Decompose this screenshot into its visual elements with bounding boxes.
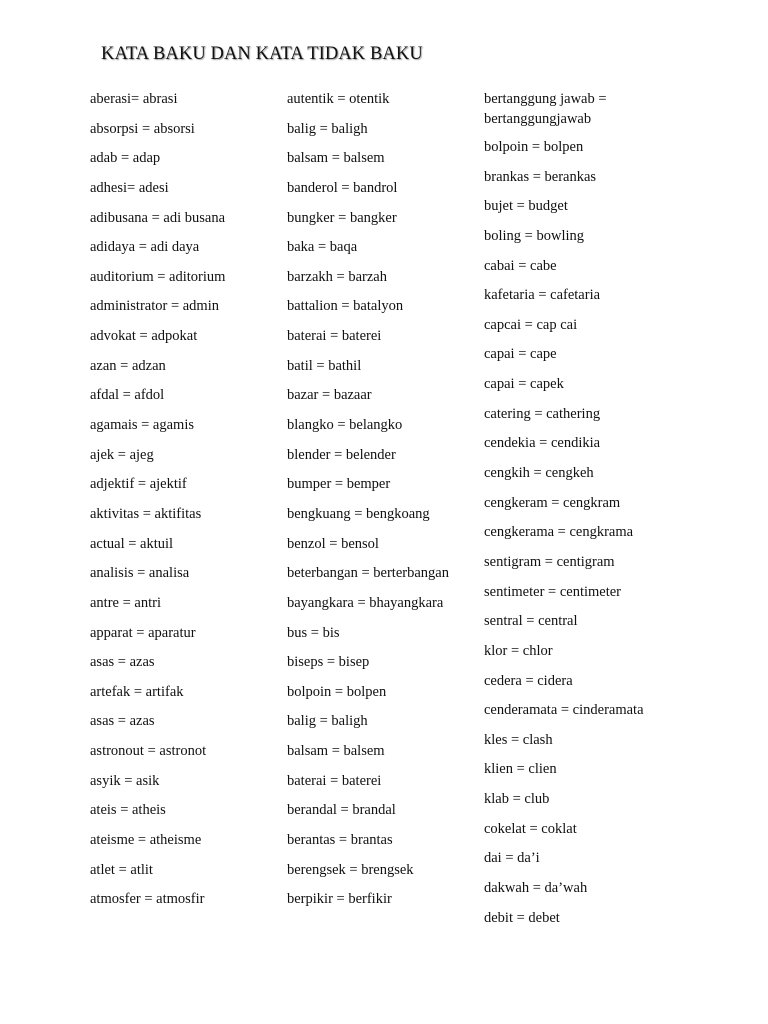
word-pair-item: biseps = bisep	[287, 654, 370, 671]
word-pair-item: capai = capek	[484, 376, 564, 393]
word-pair-item: sentimeter = centimeter	[484, 583, 622, 600]
word-pair-item: cengkerama = cengkrama	[484, 524, 634, 541]
word-pair-item: ajek = ajeg	[90, 446, 154, 463]
word-pair-item: brankas = berankas	[484, 168, 597, 185]
word-pair-item: klien = clien	[484, 761, 557, 778]
word-pair-item: adjektif = ajektif	[90, 476, 187, 493]
word-pair-item: agamais = agamis	[90, 417, 195, 434]
word-pair-item: balsam = balsem	[287, 150, 385, 167]
word-pair-item: asyik = asik	[90, 772, 160, 789]
word-pair-item: baterai = baterei	[287, 772, 382, 789]
word-column-1	[90, 90, 270, 920]
word-pair-item: aktivitas = aktifitas	[90, 505, 202, 522]
word-pair-item: catering = cathering	[484, 405, 601, 422]
word-pair-item: benzol = bensol	[287, 535, 379, 552]
word-pair-item: banderol = bandrol	[287, 179, 398, 196]
word-pair-item: adidaya = adi daya	[90, 239, 200, 256]
word-pair-item: adibusana = adi busana	[90, 209, 226, 226]
word-pair-item: bayangkara = bhayangkara	[287, 594, 444, 611]
word-pair-item: adhesi= adesi	[90, 179, 169, 196]
word-pair-item: asas = azas	[90, 654, 155, 671]
word-pair-item: barzakh = barzah	[287, 268, 387, 285]
word-column-2	[287, 90, 472, 920]
word-pair-item: asas = azas	[90, 713, 155, 730]
word-pair-item: afdal = afdol	[90, 387, 165, 404]
word-pair-item: cendekia = cendikia	[484, 435, 601, 452]
word-pair-item: aberasi= abrasi	[90, 91, 178, 107]
word-pair-item: autentik = otentik	[287, 91, 390, 107]
word-pair-item: klor = chlor	[484, 642, 553, 659]
word-pair-item: balsam = balsem	[287, 743, 385, 760]
word-pair-item: dai = da’i	[484, 850, 540, 867]
word-pair-item: cengkih = cengkeh	[484, 465, 594, 482]
word-pair-item: cokelat = coklat	[484, 820, 577, 837]
word-pair-item: kles = clash	[484, 731, 553, 748]
word-pair-item: atlet = atlit	[90, 861, 153, 878]
word-pair-item: antre = antri	[90, 594, 161, 611]
word-pair-item: cabai = cabe	[484, 257, 557, 274]
word-pair-item: actual = aktuil	[90, 535, 174, 552]
word-pair-item: berandal = brandal	[287, 802, 396, 819]
word-pair-item: battalion = batalyon	[287, 298, 404, 315]
word-pair-item: administrator = admin	[90, 298, 219, 315]
word-pair-item: klab = club	[484, 791, 550, 808]
word-pair-item: bolpoin = bolpen	[287, 683, 387, 700]
word-pair-item: capcai = cap cai	[484, 316, 578, 333]
word-pair-item: sentigram = centigram	[484, 553, 615, 570]
word-pair-item: balig = baligh	[287, 120, 368, 137]
word-pair-item: batil = bathil	[287, 357, 362, 374]
word-pair-item: boling = bowling	[484, 227, 585, 244]
word-pair-item: advokat = adpokat	[90, 328, 198, 345]
word-pair-item: beterbangan = berterbangan	[287, 565, 449, 582]
word-pair-item: balig = baligh	[287, 713, 368, 730]
word-pair-item: berantas = brantas	[287, 832, 393, 849]
word-pair-item: capai = cape	[484, 346, 557, 363]
word-pair-item: analisis = analisa	[90, 565, 190, 582]
word-pair-item: bumper = bemper	[287, 476, 391, 493]
word-pair-item: adab = adap	[90, 150, 161, 167]
word-pair-item: bujet = budget	[484, 198, 568, 215]
word-pair-item: cenderamata = cinderamata	[484, 702, 644, 719]
word-pair-item: kafetaria = cafetaria	[484, 287, 601, 304]
word-pair-item: auditorium = aditorium	[90, 268, 226, 285]
word-pair-item: azan = adzan	[90, 357, 166, 374]
word-pair-item: absorpsi = absorsi	[90, 120, 195, 137]
word-pair-item: berengsek = brengsek	[287, 861, 414, 878]
word-pair-item: bertanggung jawab = bertanggungjawab	[484, 91, 607, 127]
word-pair-item: bungker = bangker	[287, 209, 397, 226]
word-column-3	[484, 90, 674, 938]
word-pair-item: ateis = atheis	[90, 802, 166, 819]
word-pair-item: dakwah = da’wah	[484, 880, 588, 897]
word-pair-item: blender = belender	[287, 446, 396, 463]
word-pair-item: apparat = aparatur	[90, 624, 196, 641]
word-pair-item: astronout = astronot	[90, 743, 207, 760]
word-pair-item: cedera = cidera	[484, 672, 573, 689]
word-pair-item: baterai = baterei	[287, 328, 382, 345]
word-pair-item: bolpoin = bolpen	[484, 139, 584, 155]
word-pair-item: cengkeram = cengkram	[484, 494, 621, 511]
word-pair-item: artefak = artifak	[90, 683, 184, 700]
word-pair-item: bengkuang = bengkoang	[287, 505, 430, 522]
word-pair-item: ateisme = atheisme	[90, 832, 202, 849]
word-pair-item: berpikir = berfikir	[287, 891, 392, 908]
document-title: KATA BAKU DAN KATA TIDAK BAKU	[101, 44, 423, 64]
word-pair-item: baka = baqa	[287, 239, 358, 256]
word-pair-item: sentral = central	[484, 613, 578, 630]
word-pair-item: debit = debet	[484, 909, 560, 926]
word-pair-item: bazar = bazaar	[287, 387, 372, 404]
word-pair-item: blangko = belangko	[287, 417, 403, 434]
word-pair-item: bus = bis	[287, 624, 340, 641]
word-pair-item: atmosfer = atmosfir	[90, 891, 205, 908]
